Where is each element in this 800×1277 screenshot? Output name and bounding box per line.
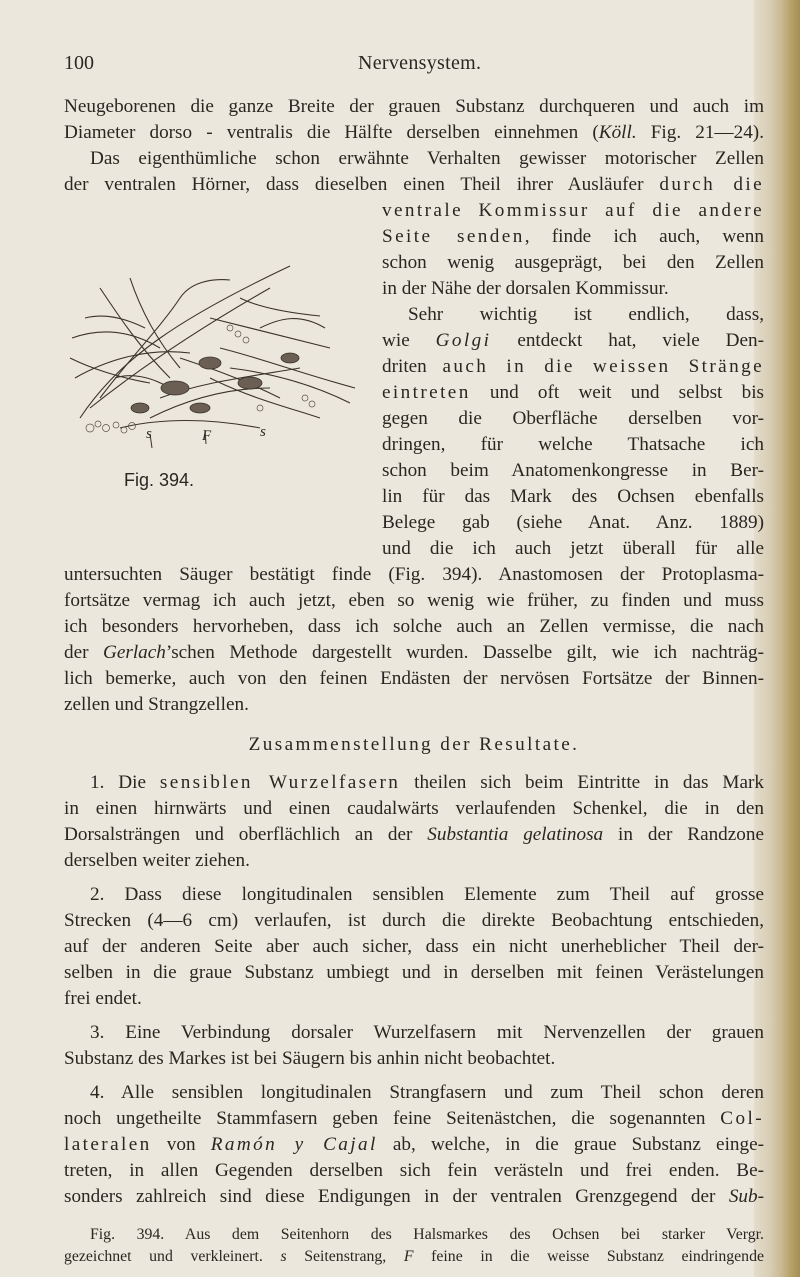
figure-label: Fig. 394. [124,470,195,490]
text-line: lich bemerke, auch von den feinen Endästen der nervösen Fortsätze der Binnen- [64,668,764,689]
text-line: dringen, für welche Thatsache ich [382,434,764,455]
text-line: treten, in allen Gegenden derselben sich fein verästeln und frei enden. Be- [64,1160,764,1181]
text-line: in der Nähe der dorsalen Kommissur. [382,278,669,299]
page-number: 100 [64,52,94,74]
figure-caption-line: gezeichnet und verkleinert. s Seitenstrang, F feine in die weisse Substanz eindringende [64,1248,764,1265]
term-italic: Substantia gelatinosa [427,824,604,845]
text-line: selben in die graue Substanz umbiegt und in derselben mit feinen Verästelungen [64,962,764,983]
text-line: frei endet. [64,988,142,1009]
section-heading: Zusammenstellung der Resultate. [248,734,580,755]
author-reference: Ramón y Cajal [210,1134,378,1155]
text-line: Seite senden, finde ich auch, wenn [382,226,764,247]
figure-caption-line: Fig. 394. Aus dem Seitenhorn des Halsmarkes des Ochsen bei starker Vergr. [90,1226,764,1243]
text-line: Belege gab (siehe Anat. Anz. 1889) [382,512,764,533]
text-line: fortsätze vermag ich auch jetzt, eben so wenig wie früher, zu finden und muss [64,590,764,611]
running-title: Nervensystem. [358,52,482,74]
text-line: schon wenig ausgeprägt, bei den Zellen [382,252,764,273]
figure-mark-s: s [260,424,266,440]
author-reference: Köll. [598,122,637,143]
term-italic: Sub- [728,1186,764,1207]
text-line: der Gerlach’schen Methode dargestellt wurden. Dasselbe gilt, wie ich nachträg- [64,642,765,663]
text-line: Substanz des Markes ist bei Säugern bis anhin nicht beobachtet. [64,1048,556,1069]
text-line: und die ich auch jetzt überall für alle [382,538,764,559]
text-line: in einen hirnwärts und einen caudalwärts verlaufenden Schenkel, die in den [64,798,764,819]
author-reference: Gerlach [102,642,166,663]
text-line: gegen die Oberfläche derselben vor- [382,408,764,429]
text-line: noch ungetheilte Stammfasern geben feine Seitenästchen, die sogenannten Col- [64,1108,764,1129]
text-line: ich besonders hervorheben, dass ich solche auch an Zellen vermisse, die nach [64,616,764,637]
text-line: der ventralen Hörner, dass dieselben einen Theil ihrer Ausläufer durch die [64,174,765,195]
text-line: Neugeborenen die ganze Breite der grauen Substanz durchqueren und auch im [64,96,764,117]
text-line: schon beim Anatomenkongresse in Ber- [382,460,764,481]
text-line: Strecken (4—6 cm) verlaufen, ist durch die direkte Beobachtung entschieden, [64,910,764,931]
text-line: lateralen von Ramón y Cajal ab, welche, in die graue Substanz einge- [64,1134,764,1155]
text-line: Das eigenthümliche schon erwähnte Verhalten gewisser motorischer Zellen [90,148,764,169]
figure-mark-F: F [202,428,212,444]
text-line: Dorsalsträngen und oberflächlich an der Substantia gelatinosa in der Randzone [64,824,764,845]
figure-394-illustration [60,258,360,448]
text-line: auf der anderen Seite aber auch sicher, dass ein nicht unerheblicher Theil der- [64,936,764,957]
text-line: ventrale Kommissur auf die andere [382,200,764,221]
author-reference: Golgi [435,330,492,351]
text-line: Diameter dorso - ventralis die Hälfte derselben einnehmen (Köll. Fig. 21—24). [64,122,764,143]
text-line: eintreten und oft weit und selbst bis [382,382,764,403]
text-line: driten auch in die weissen Stränge [382,356,764,377]
text-line: lin für das Mark des Ochsen ebenfalls [382,486,764,507]
text-line: 1. Die sensiblen Wurzelfasern theilen sich beim Eintritte in das Mark [90,772,764,793]
text-line: wie Golgi entdeckt hat, viele Den- [382,330,764,351]
page-header [64,52,764,76]
text-line: 3. Eine Verbindung dorsaler Wurzelfasern mit Nervenzellen der grauen [90,1022,764,1043]
text-line: Sehr wichtig ist endlich, dass, [408,304,764,325]
text-line: 2. Dass diese longitudinalen sensiblen Elemente zum Theil auf grosse [90,884,764,905]
figure-mark-s: s [146,426,152,442]
text-line: sonders zahlreich sind diese Endigungen in der ventralen Grenzgegend der Sub- [64,1186,764,1207]
text-line: untersuchten Säuger bestätigt finde (Fig. 394). Anastomosen der Protoplasma- [64,564,764,585]
text-line: zellen und Strangzellen. [64,694,249,715]
text-line: derselben weiter ziehen. [64,850,250,871]
text-line: 4. Alle sensiblen longitudinalen Strangfasern und zum Theil schon deren [90,1082,764,1103]
